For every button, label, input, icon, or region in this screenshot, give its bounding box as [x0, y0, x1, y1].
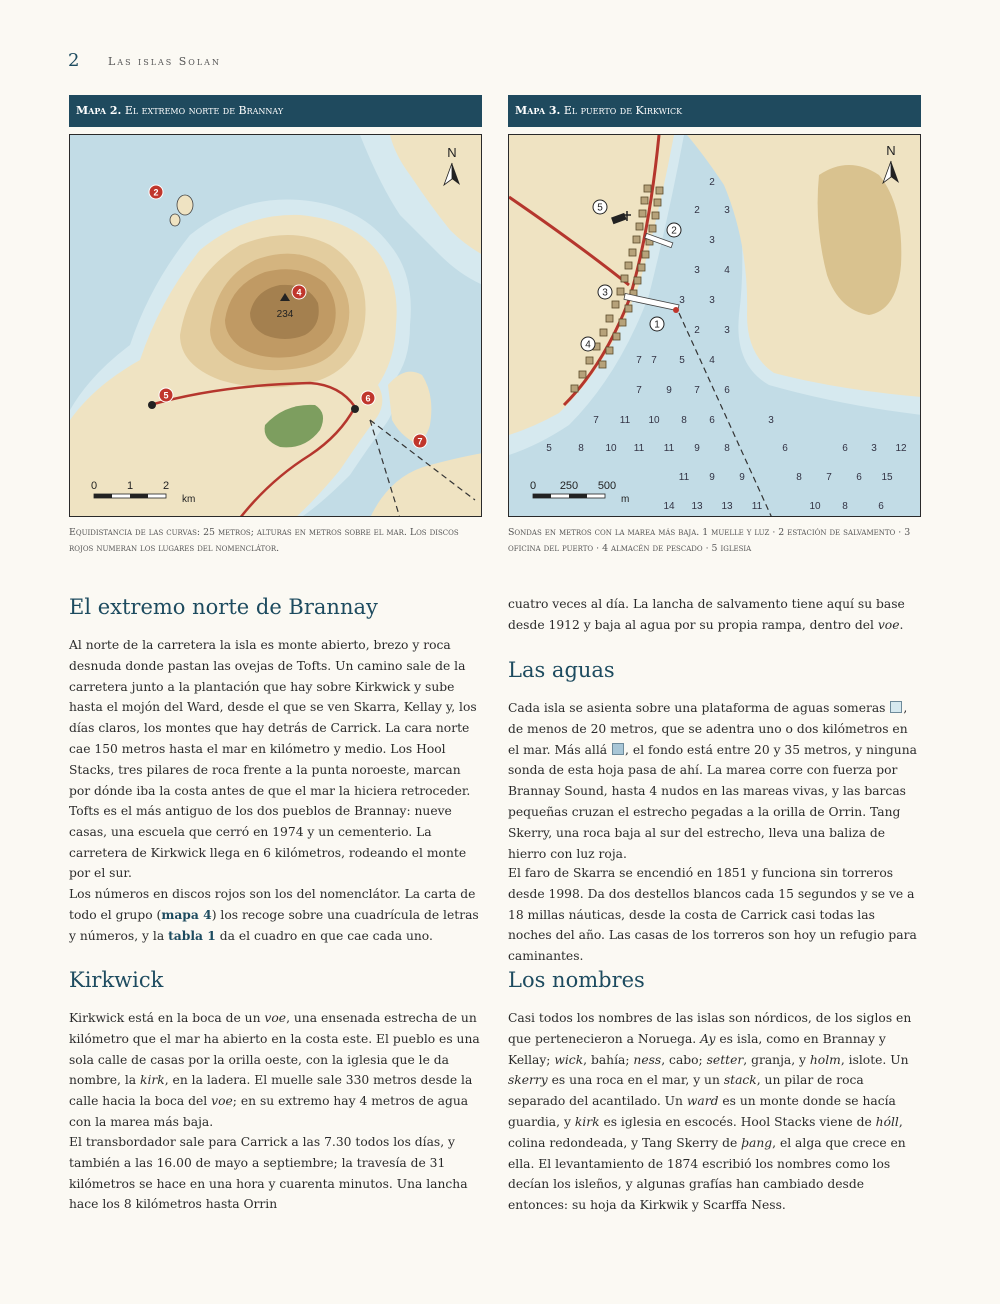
map2-scale-tick-2: 2 — [162, 480, 170, 492]
text-run: , colina redondeada, y Tang Skerry de — [508, 1114, 903, 1150]
sounding: 6 — [878, 501, 884, 512]
paragraph-kirkwick-1: Kirkwick está en la boca de un voe, una ensenada estrecha de un kilómetro que el mar ha abierto en la costa este. El pueblo es una sola calle de casas por la orilla oeste, con la iglesia que le da nombre, la kirk, en la ladera. El muelle sale 330 metros desde la calle hacia la boca del voe; en su extremo hay 4 metros de agua con la marea más baja. — [69, 1011, 480, 1129]
map2 — [69, 134, 482, 517]
map3-marker-1-label: 1 — [654, 319, 660, 331]
text-run: , un pilar de roca separado del acantilado. Un — [508, 1073, 864, 1109]
paragraph-kirkwick-2-cont: cuatro veces al día. La lancha de salvamento tiene aquí su base desde 1912 y baja al agua por su propia rampa, dentro del voe. — [508, 597, 905, 632]
sounding: 2 — [709, 177, 715, 188]
map3-marker-2-label: 2 — [671, 225, 677, 237]
sounding: 3 — [768, 415, 774, 426]
map3-pier-light — [673, 307, 679, 313]
map3-scale-unit: m — [621, 494, 630, 505]
paragraph-norte-3: Los números en discos rojos son los del nomenclátor. La carta de todo el grupo (mapa 4) los recoge sobre una cuadrícula de letras y números, y la tabla 1 da el cuadro en que cae cada uno. — [69, 887, 479, 943]
map3-caption: Sondas en metros con la marea más baja. 1 muelle y luz · 2 estación de salvamento · 3 oficina del puerto · 4 almacén de pescado · 5 iglesia — [508, 527, 911, 554]
sounding: 11 — [633, 443, 645, 454]
sounding: 3 — [871, 443, 877, 454]
sounding: 9 — [666, 385, 672, 396]
text-run: , cabo; — [661, 1052, 707, 1067]
paragraph-norte-1: Al norte de la carretera la isla es monte abierto, brezo y roca desnuda donde pastan las ovejas de Tofts. Un camino sale de la carretera junto a la plantación que hay sobre Kirkwick y sube hasta el mojón del Ward, desde el que se ven Skarra, Kellay y, los días claros, los montes que hay detrás de Carrick. La cara norte cae 150 metros hasta el mar en kilómetro y medio. Los Hool Stacks, tres pilares de roca frente a la punta noroeste, marcan por dónde iba la costa antes de que el mar la hiciera retroceder. — [69, 638, 477, 798]
running-title: Las islas Solan — [108, 55, 221, 68]
page-number: 2 — [68, 50, 80, 71]
map2-scale-tick-1: 1 — [126, 480, 134, 492]
link-tabla-1[interactable]: tabla 1 — [168, 927, 216, 943]
sounding: 5 — [546, 443, 552, 454]
term: hóll — [875, 1114, 899, 1129]
text-run: , islote. Un — [840, 1052, 909, 1067]
map2-islet-2 — [170, 214, 180, 226]
sounding: 6 — [842, 443, 848, 454]
term: ward — [686, 1094, 719, 1109]
sounding: 5 — [679, 355, 685, 366]
map3-marker-3-label: 3 — [602, 287, 608, 299]
map2-marker-6-label: 6 — [365, 393, 371, 404]
sounding: 7 — [593, 415, 599, 426]
sounding: 3 — [724, 325, 730, 336]
map3-scale-tick-1: 250 — [559, 480, 579, 492]
map3-label: Mapa 3. — [515, 104, 561, 117]
term: holm — [809, 1052, 841, 1067]
map3 — [508, 134, 921, 517]
section-title-aguas: Las aguas — [508, 658, 615, 682]
sounding: 14 — [663, 501, 675, 512]
map3-north-label: N — [886, 143, 896, 158]
sounding: 11 — [678, 472, 690, 483]
paragraph-aguas-1: Cada isla se asienta sobre una plataforma de aguas someras , de menos de 20 metros, que se adentra uno o dos kilómetros en el mar. Más allá , el fondo está entre 20 y 35 metros, y ninguna sonda de esta hoja pasa de ahí. La marea corre con fuerza por Brannay Sound, hasta 4 nudos en las mareas vivas, y las barcas pequeñas cruzan el estrecho pegadas a la orilla de Orrin. Tang Skerry, una roca baja al sur del estrecho, lleva una baliza de hierro con luz roja. — [508, 701, 917, 861]
sounding: 6 — [709, 415, 715, 426]
paragraph-nombres — [508, 1008, 920, 1216]
sounding: 9 — [694, 443, 700, 454]
paragraph-kirkwick-2: El transbordador sale para Carrick a las 7.30 todos los días, y también a las 16.00 de mayo a septiembre; la travesía de 31 kilómetros se hace en una hora y cuarenta minutos. Una lancha hace los 8 kilómetros hasta Orrin — [69, 1135, 468, 1212]
sounding: 6 — [724, 385, 730, 396]
text-run: es un monte donde se hacía guardia, y — [508, 1094, 896, 1129]
sounding: 8 — [724, 443, 730, 454]
map3-title: El puerto de Kirkwick — [563, 104, 683, 117]
sounding: 3 — [679, 295, 685, 306]
section-title-nombres: Los nombres — [508, 968, 645, 992]
sounding: 9 — [739, 472, 745, 483]
map2-point-6 — [351, 405, 359, 413]
sounding: 6 — [782, 443, 788, 454]
map2-marker-4-label: 4 — [296, 287, 302, 298]
sounding: 3 — [724, 205, 730, 216]
map2-label: Mapa 2. — [76, 104, 122, 117]
map2-header — [69, 95, 482, 127]
map3-marker-5-label: 5 — [597, 202, 603, 214]
map3-marker-4-label: 4 — [585, 339, 591, 351]
sounding: 3 — [709, 295, 715, 306]
map3-scale-tick-2: 500 — [597, 480, 617, 492]
sounding: 15 — [881, 472, 893, 483]
term: ness — [633, 1052, 662, 1067]
map2-marker-7-label: 7 — [417, 436, 423, 447]
sounding: 7 — [636, 355, 642, 366]
text-run: es una roca en el mar, y un — [547, 1073, 724, 1088]
sounding: 4 — [709, 355, 715, 366]
term: wick — [554, 1052, 584, 1067]
sounding: 2 — [694, 325, 700, 336]
sounding: 13 — [691, 501, 703, 512]
paragraph-norte-2: Tofts es el más antiguo de los dos pueblos de Brannay: nueve casas, una escuela que cerró en 1974 y un cementerio. La carretera de Kirkwick llega en 6 kilómetros, rodeando el monte por el sur. — [69, 804, 467, 881]
map3-header — [508, 95, 921, 127]
term: stack — [723, 1073, 757, 1088]
sounding: 4 — [724, 265, 730, 276]
map2-svg — [70, 135, 482, 517]
sounding: 2 — [694, 205, 700, 216]
term: kirk — [574, 1114, 600, 1129]
term: setter — [706, 1052, 744, 1067]
map3-scale-tick-0: 0 — [529, 480, 537, 492]
link-mapa-4[interactable]: mapa 4 — [161, 906, 212, 922]
text-run: es isla, como en Brannay y Kellay; — [508, 1031, 886, 1067]
sounding: 7 — [636, 385, 642, 396]
map2-north-label: N — [447, 145, 457, 160]
map2-title: El extremo norte de Brannay — [124, 104, 284, 117]
sounding: 3 — [694, 265, 700, 276]
sounding: 8 — [681, 415, 687, 426]
map2-scale-tick-0: 0 — [90, 480, 98, 492]
sounding: 3 — [709, 235, 715, 246]
paragraph-aguas-2: El faro de Skarra se encendió en 1851 y funciona sin torreros desde 1998. Da dos destellos blancos cada 15 segundos y se ve a 18 millas náuticas, desde la costa de Carrick casi todas las noches del año. Las casas de los torreros son hoy un refugio para caminantes. — [508, 866, 917, 964]
sounding: 10 — [809, 501, 821, 512]
sounding: 7 — [694, 385, 700, 396]
map3-svg — [509, 135, 921, 517]
text-run: Casi todos los nombres de las islas son nórdicos, de los siglos en que pertenecieron a Noruega. — [508, 1011, 912, 1046]
sounding: 11 — [619, 415, 631, 426]
map2-marker-5-label: 5 — [163, 390, 169, 401]
sounding: 10 — [605, 443, 617, 454]
sounding: 13 — [721, 501, 733, 512]
map2-islet-1 — [177, 195, 193, 215]
deep-swatch — [612, 743, 624, 755]
sounding: 8 — [578, 443, 584, 454]
map2-summit-height: 234 — [276, 309, 294, 320]
sounding: 12 — [895, 443, 907, 454]
sounding: 8 — [842, 501, 848, 512]
text-run: es iglesia en escocés. Hool Stacks viene de — [599, 1114, 876, 1129]
text-run: , granja, y — [743, 1052, 810, 1067]
map2-point-5 — [148, 401, 156, 409]
sounding: 9 — [709, 472, 715, 483]
term: skerry — [508, 1073, 548, 1088]
map2-marker-2-label: 2 — [153, 187, 159, 198]
section-title-kirkwick: Kirkwick — [69, 968, 164, 992]
sounding: 6 — [856, 472, 862, 483]
sounding: 8 — [796, 472, 802, 483]
map2-scale-unit: km — [182, 494, 196, 505]
text-run: , bahía; — [583, 1052, 634, 1067]
sounding: 10 — [648, 415, 660, 426]
shallow-swatch — [890, 701, 902, 713]
sounding: 11 — [751, 501, 763, 512]
sounding: 7 — [651, 355, 657, 366]
section-title-norte: El extremo norte de Brannay — [69, 595, 378, 619]
term: Ay — [700, 1031, 716, 1046]
sounding: 7 — [826, 472, 832, 483]
term: þang — [741, 1135, 773, 1150]
sounding: 11 — [663, 443, 675, 454]
map2-caption: Equidistancia de las curvas: 25 metros; alturas en metros sobre el mar. Los discos rojos numeran los lugares del nomenclátor. — [69, 527, 459, 554]
text-run: , el alga que crece en ella. El levantamiento de 1874 escribió los nombres como los decían los isleños, y algunas grafías han cambiado desde entonces: su hoja da Kirkwik y Scarffa Ness. — [508, 1135, 906, 1213]
